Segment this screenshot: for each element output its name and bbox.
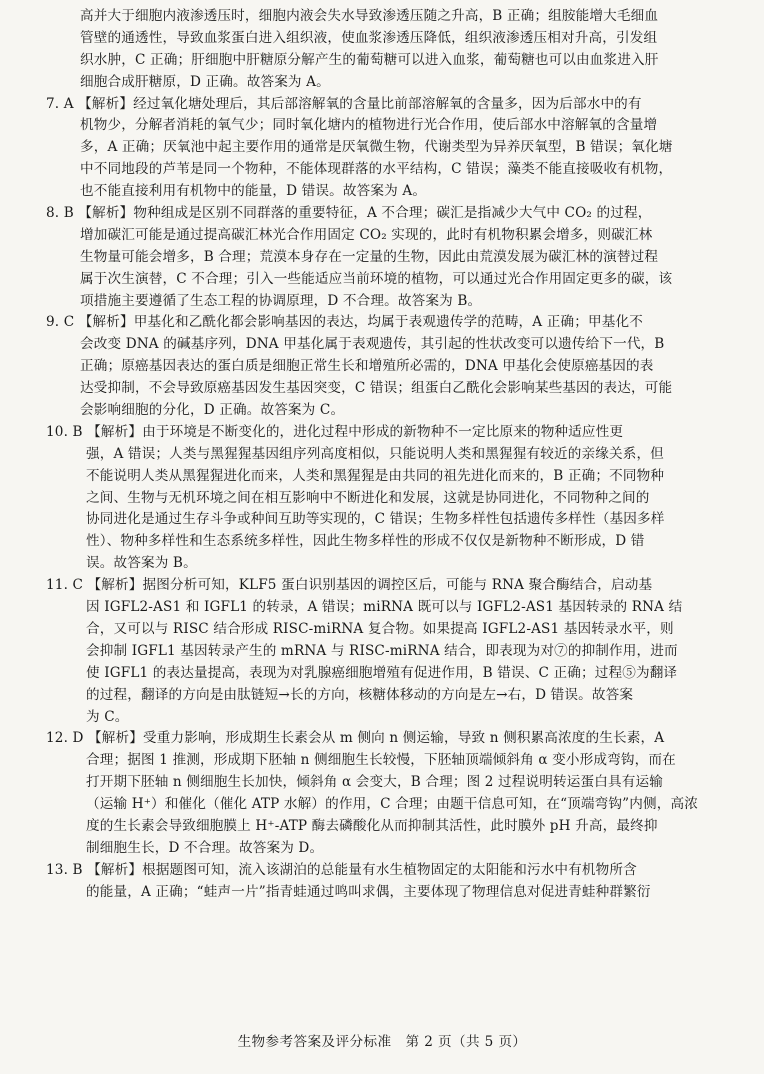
answer-text-line: 管壁的通透性，导致血浆蛋白进入组织液，使血浆渗透压降低，组织液渗透压相对升高，引发组 <box>80 29 658 46</box>
answer-text-line: 误。故答案为 B。 <box>86 555 197 572</box>
answer-text-line: 会改变 DNA 的碱基序列，DNA 甲基化属于表观遗传，其引起的性状改变可以遗传给下一代，B <box>80 336 665 353</box>
answer-item-first-line: 12. D 【解析】受重力影响，形成期生长素会从 m 侧向 n 侧运输，导致 n 侧积累高浓度的生长素，A <box>46 730 665 747</box>
answer-text-line: 的能量，A 正确；“蛙声一片”指青蛙通过鸣叫求偶，主要体现了物理信息对促进青蛙种群繁衍 <box>86 883 651 900</box>
answer-text-line: 高并大于细胞内液渗透压时，细胞内液会失水导致渗透压随之升高，B 正确；组胺能增大毛细血 <box>80 8 659 24</box>
answer-text-line: 强，A 错误；人类与黑猩猩基因组序列高度相似，只能说明人类和黑猩猩有较近的亲缘关系，但 <box>86 445 664 462</box>
answer-text-line: 为 C。 <box>86 708 129 725</box>
answer-text-line: 会抑制 IGFL1 基因转录产生的 mRNA 与 RISC-miRNA 结合，即表现为对⑦的抑制作用，进而 <box>86 642 678 659</box>
answer-text-line: 属于次生演替，C 不合理；引入一些能适应当前环境的植物，可以通过光合作用固定更多的碳，该 <box>80 270 673 287</box>
answer-text-line: 中不同地段的芦苇是同一个物种，不能体现群落的水平结构，C 错误；藻类不能直接吸收有机物， <box>80 161 673 178</box>
answer-text-line: 会影响细胞的分化，D 正确。故答案为 C。 <box>80 402 345 419</box>
answer-text-line: 合，又可以与 RISC 结合形成 RISC-miRNA 复合物。如果提高 IGFL2-AS1 基因转录水平，则 <box>86 620 674 637</box>
answer-text-line: （运输 H⁺）和催化（催化 ATP 水解）的作用，C 合理；由题干信息可知，在“顶端弯钩”内侧，高浓 <box>86 796 698 813</box>
answer-text-line: 之间、生物与无机环境之间在相互影响中不断进化和发展，这就是协同进化，不同物种之间的 <box>86 489 650 506</box>
answer-text-line: 多，A 正确；厌氧池中起主要作用的通常是厌氧微生物，代谢类型为异养厌氧型，B 错误；氧化塘 <box>80 139 673 156</box>
answer-text-line: 的过程，翻译的方向是由肽链短→长的方向，核糖体移动的方向是左→右，D 错误。故答案 <box>86 686 634 703</box>
answer-item-first-line: 11. C 【解析】据图分析可知，KLF5 蛋白识别基因的调控区后，可能与 RNA 聚合酶结合，启动基 <box>46 577 653 594</box>
answer-text-line: 度的生长素会导致细胞膜上 H⁺-ATP 酶去磷酸化从而抑制其活性，此时膜外 pH 升高，最终抑 <box>86 817 658 834</box>
answer-item-first-line: 7. A 【解析】经过氧化塘处理后，其后部溶解氧的含量比前部溶解氧的含量多，因为后部水中的有 <box>46 95 642 112</box>
answer-text-line: 细胞合成肝糖原，D 正确。故答案为 A。 <box>80 73 330 90</box>
answer-text-line: 因 IGFL2-AS1 和 IGFL1 的转录，A 错误；miRNA 既可以与 IGFL2-AS1 基因转录的 RNA 结 <box>86 599 683 616</box>
answer-text-line: 打开期下胚轴 n 侧细胞生长加快，倾斜角 α 会变大，B 合理；图 2 过程说明转运蛋白具有运输 <box>86 774 663 791</box>
answer-text-line: 性）、物种多样性和生态系统多样性，因此生物多样性的形成不仅仅是新物种不断形成，D 错 <box>86 533 645 550</box>
answer-text-line: 协同进化是通过生存斗争或种间互助等实现的，C 错误；生物多样性包括遗传多样性（基因多样 <box>86 511 665 528</box>
answer-text-line: 织水肿，C 正确；肝细胞中肝糖原分解产生的葡萄糖可以进入血浆，葡萄糖也可以由血浆进入肝 <box>80 51 659 68</box>
answer-text-line: 合理；据图 1 推测，形成期下胚轴 n 侧细胞生长较慢，下胚轴顶端倾斜角 α 变小形成弯钩，而在 <box>86 752 676 769</box>
answer-item-first-line: 13. B 【解析】根据题图可知，流入该湖泊的总能量有水生植物固定的太阳能和污水中有机物所含 <box>46 861 637 878</box>
answer-text-line: 生物量可能会增多，B 合理；荒漠本身存在一定量的生物，因此由荒漠发展为碳汇林的演替过程 <box>80 248 659 265</box>
answer-text-line: 使 IGFL1 的表达量提高，表现为对乳腺癌细胞增殖有促进作用，B 错误、C 正确；过程⑤为翻译 <box>86 664 678 681</box>
page-footer: 生物参考答案及评分标准 第 2 页（共 5 页） <box>237 1034 527 1050</box>
answer-text-line: 达受抑制，不会导致原癌基因发生基因突变，C 错误；组蛋白乙酰化会影响某些基因的表达，可能 <box>80 380 673 397</box>
answer-text-line: 增加碳汇可能是通过提高碳汇林光合作用固定 CO₂ 实现的，此时有机物积累会增多，则碳汇林 <box>80 226 653 243</box>
answer-text-line: 不能说明人类从黑猩猩进化而来，人类和黑猩猩是由共同的祖先进化而来的，B 正确；不同物种 <box>86 467 665 484</box>
answer-text-body <box>46 6 718 904</box>
answer-text-line: 也不能直接利用有机物中的能量，D 错误。故答案为 A。 <box>80 183 427 200</box>
answer-item-first-line: 9. C 【解析】甲基化和乙酰化都会影响基因的表达，均属于表观遗传学的范畴，A 正确；甲基化不 <box>46 314 643 331</box>
answer-text-line: 机物少，分解者消耗的氧气少；同时氧化塘内的植物进行光合作用，使后部水中溶解氧的含量增 <box>80 117 658 134</box>
answer-text-line: 制细胞生长，D 不合理。故答案为 D。 <box>86 839 324 856</box>
answer-item-first-line: 10. B 【解析】由于环境是不断变化的，进化过程中形成的新物种不一定比原来的物种适应性更 <box>46 423 624 440</box>
answer-text-line: 正确；原癌基因表达的蛋白质是细胞正常生长和增殖所必需的，DNA 甲基化会使原癌基因的表 <box>80 358 654 375</box>
answer-item-first-line: 8. B 【解析】物种组成是区别不同群落的重要特征，A 不合理；碳汇是指减少大气中 CO₂ 的过程， <box>46 205 652 222</box>
answer-text-line: 项措施主要遵循了生态工程的协调原理，D 不合理。故答案为 B。 <box>80 292 482 309</box>
